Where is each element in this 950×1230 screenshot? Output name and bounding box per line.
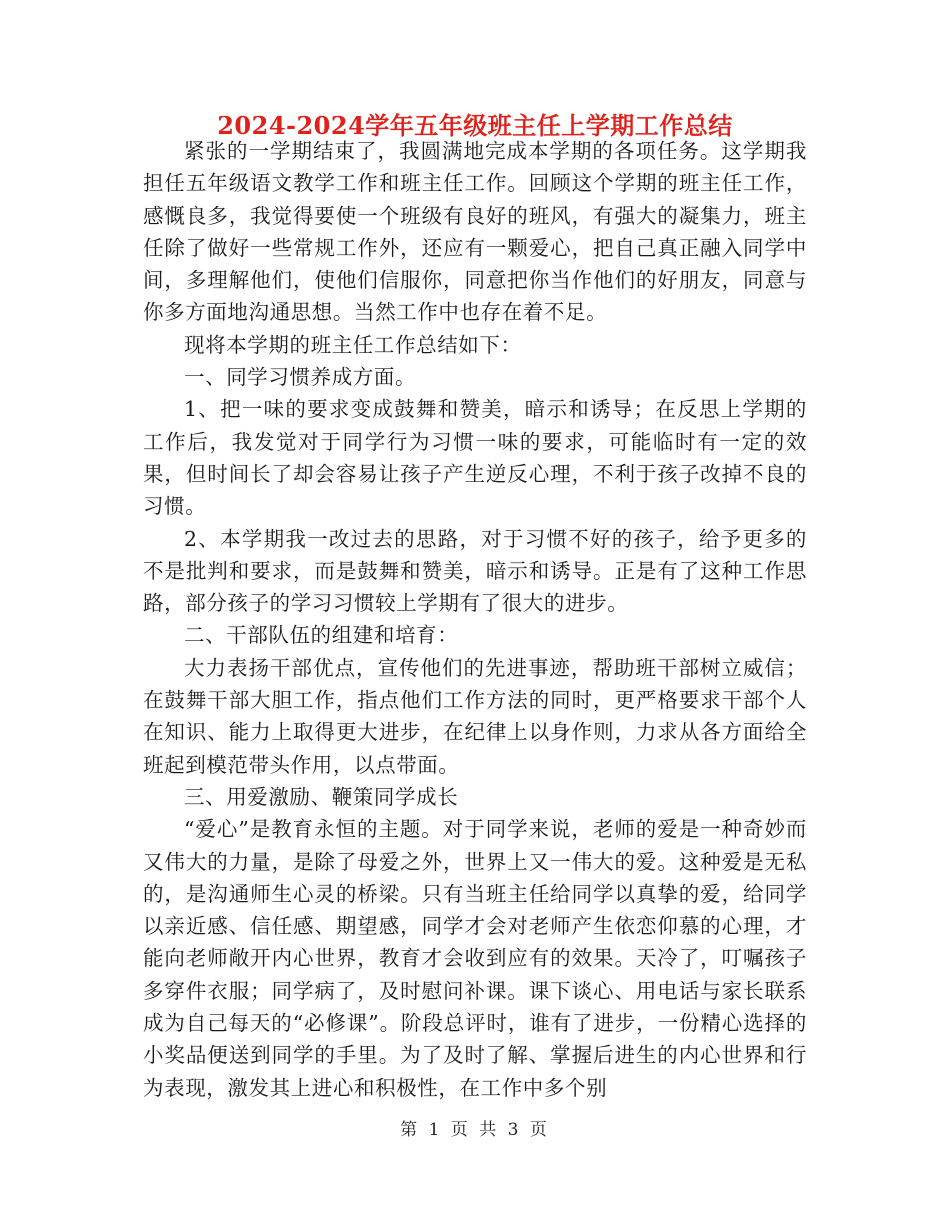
paragraph-cadres: 大力表扬干部优点，宣传他们的先进事迹，帮助班干部树立威信；在鼓舞干部大胆工作，指点他们工作方法的同时，更严格要求干部个人在知识、能力上取得更大进步，在纪律上以身作则，力求从各方面给全班起到模范带头作用，以点带面。 (143, 655, 807, 777)
section-heading-habits: 一、同学习惯养成方面。 (184, 365, 417, 390)
paragraph-habits-1: 1、把一味的要求变成鼓舞和赞美，暗示和诱导；在反思上学期的工作后，我发觉对于同学行为习惯一味的要求，可能临时有一定的效果，但时间长了却会容易让孩子产生逆反心理，不利于孩子改掉不良的习惯。 (143, 397, 807, 519)
paragraph-habits-2: 2、本学期我一改过去的思路，对于习惯不好的孩子，给予更多的不是批判和要求，而是鼓舞和赞美，暗示和诱导。正是有了这种工作思路，部分孩子的学习习惯较上学期有了很大的进步。 (143, 526, 807, 616)
paragraph-summary-lead: 现将本学期的班主任工作总结如下： (184, 332, 522, 357)
document-body (143, 135, 807, 1104)
document-title: 2024-2024学年五年级班主任上学期工作总结 (217, 111, 733, 140)
section-heading-love: 三、用爱激励、鞭策同学成长 (184, 784, 459, 809)
paragraph-intro: 紧张的一学期结束了，我圆满地完成本学期的各项任务。这学期我担任五年级语文教学工作和班主任工作。回顾这个学期的班主任工作，感慨良多，我觉得要使一个班级有良好的班风，有强大的凝集力，班主任除了做好一些常规工作外，还应有一颗爱心，把自己真正融入同学中间，多理解他们，使他们信服你，同意把你当作他们的好朋友，同意与你多方面地沟通思想。当然工作中也存在着不足。 (143, 139, 807, 325)
section-heading-cadres: 二、干部队伍的组建和培育： (184, 623, 459, 648)
page-footer: 第 1 页 共 3 页 (400, 1120, 550, 1140)
paragraph-love: “爱心”是教育永恒的主题。对于同学来说，老师的爱是一种奇妙而又伟大的力量，是除了母爱之外，世界上又一伟大的爱。这种爱是无私的，是沟通师生心灵的桥梁。只有当班主任给同学以真挚的爱，给同学以亲近感、信任感、期望感，同学才会对老师产生依恋仰慕的心理，才能向老师敞开内心世界，教育才会收到应有的效果。天冷了，叮嘱孩子多穿件衣服；同学病了，及时慰问补课。课下谈心、用电话与家长联系成为自己每天的“必修课”。阶段总评时，谁有了进步，一份精心选择的小奖品便送到同学的手里。为了及时了解、掌握后进生的内心世界和行为表现，激发其上进心和积极性，在工作中多个别 (143, 817, 807, 1100)
